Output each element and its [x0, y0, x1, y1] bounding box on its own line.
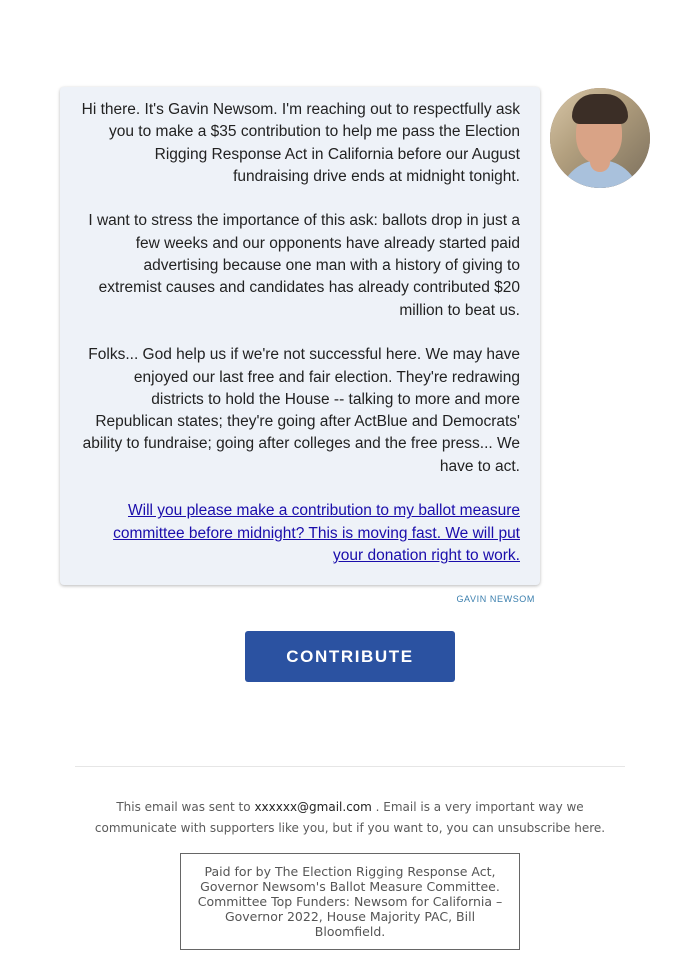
message-paragraph-1: Hi there. It's Gavin Newsom. I'm reaching out to respectfully ask you to make a $35 contribution to help me pass the Election Rigging Response Act in California before our August fundraising drive ends at midnight tonight. — [81, 101, 520, 185]
avatar — [550, 88, 650, 188]
recipient-email: xxxxxx@gmail.com — [254, 800, 372, 814]
contribute-button[interactable]: CONTRIBUTE — [245, 631, 455, 682]
paid-for-disclaimer: Paid for by The Election Rigging Response Act, Governor Newsom's Ballot Measure Committee. Committee Top Funders: Newsom for California – Governor 2022, House Majority PAC, Bill Bloomfield. — [180, 853, 520, 950]
sender-signature: GAVIN NEWSOM — [456, 594, 535, 604]
avatar-hair — [572, 94, 628, 124]
contribution-link-paragraph — [80, 500, 520, 567]
footer-end: . — [601, 821, 606, 835]
message-paragraph-3: Folks... God help us if we're not successful here. We may have enjoyed our last free and fair election. They're redrawing districts to hold the House -- talking to more and more Republican states; they're going after ActBlue and Democrats' ability to fundraise; going after colleges and the free press... We have to act. — [82, 346, 520, 475]
message-card — [60, 87, 540, 585]
contribution-link[interactable]: Will you please make a contribution to my ballot measure committee before midnight? This is moving fast. We will put your donation right to work. — [113, 502, 520, 564]
footer-divider — [75, 766, 625, 767]
message-paragraph-2: I want to stress the importance of this ask: ballots drop in just a few weeks and our opponents have already started paid advertising because one man with a history of giving to extremist causes and candidates has already contributed $20 million to beat us. — [88, 212, 520, 319]
footer-notice — [75, 797, 625, 839]
unsubscribe-link[interactable]: unsubscribe here — [497, 821, 602, 835]
footer-sent-prefix: This email was sent to — [116, 800, 251, 814]
footer-sent-suffix: . Email is a very important way we communicate with supporters like you, but if you want to, you can — [94, 800, 584, 835]
